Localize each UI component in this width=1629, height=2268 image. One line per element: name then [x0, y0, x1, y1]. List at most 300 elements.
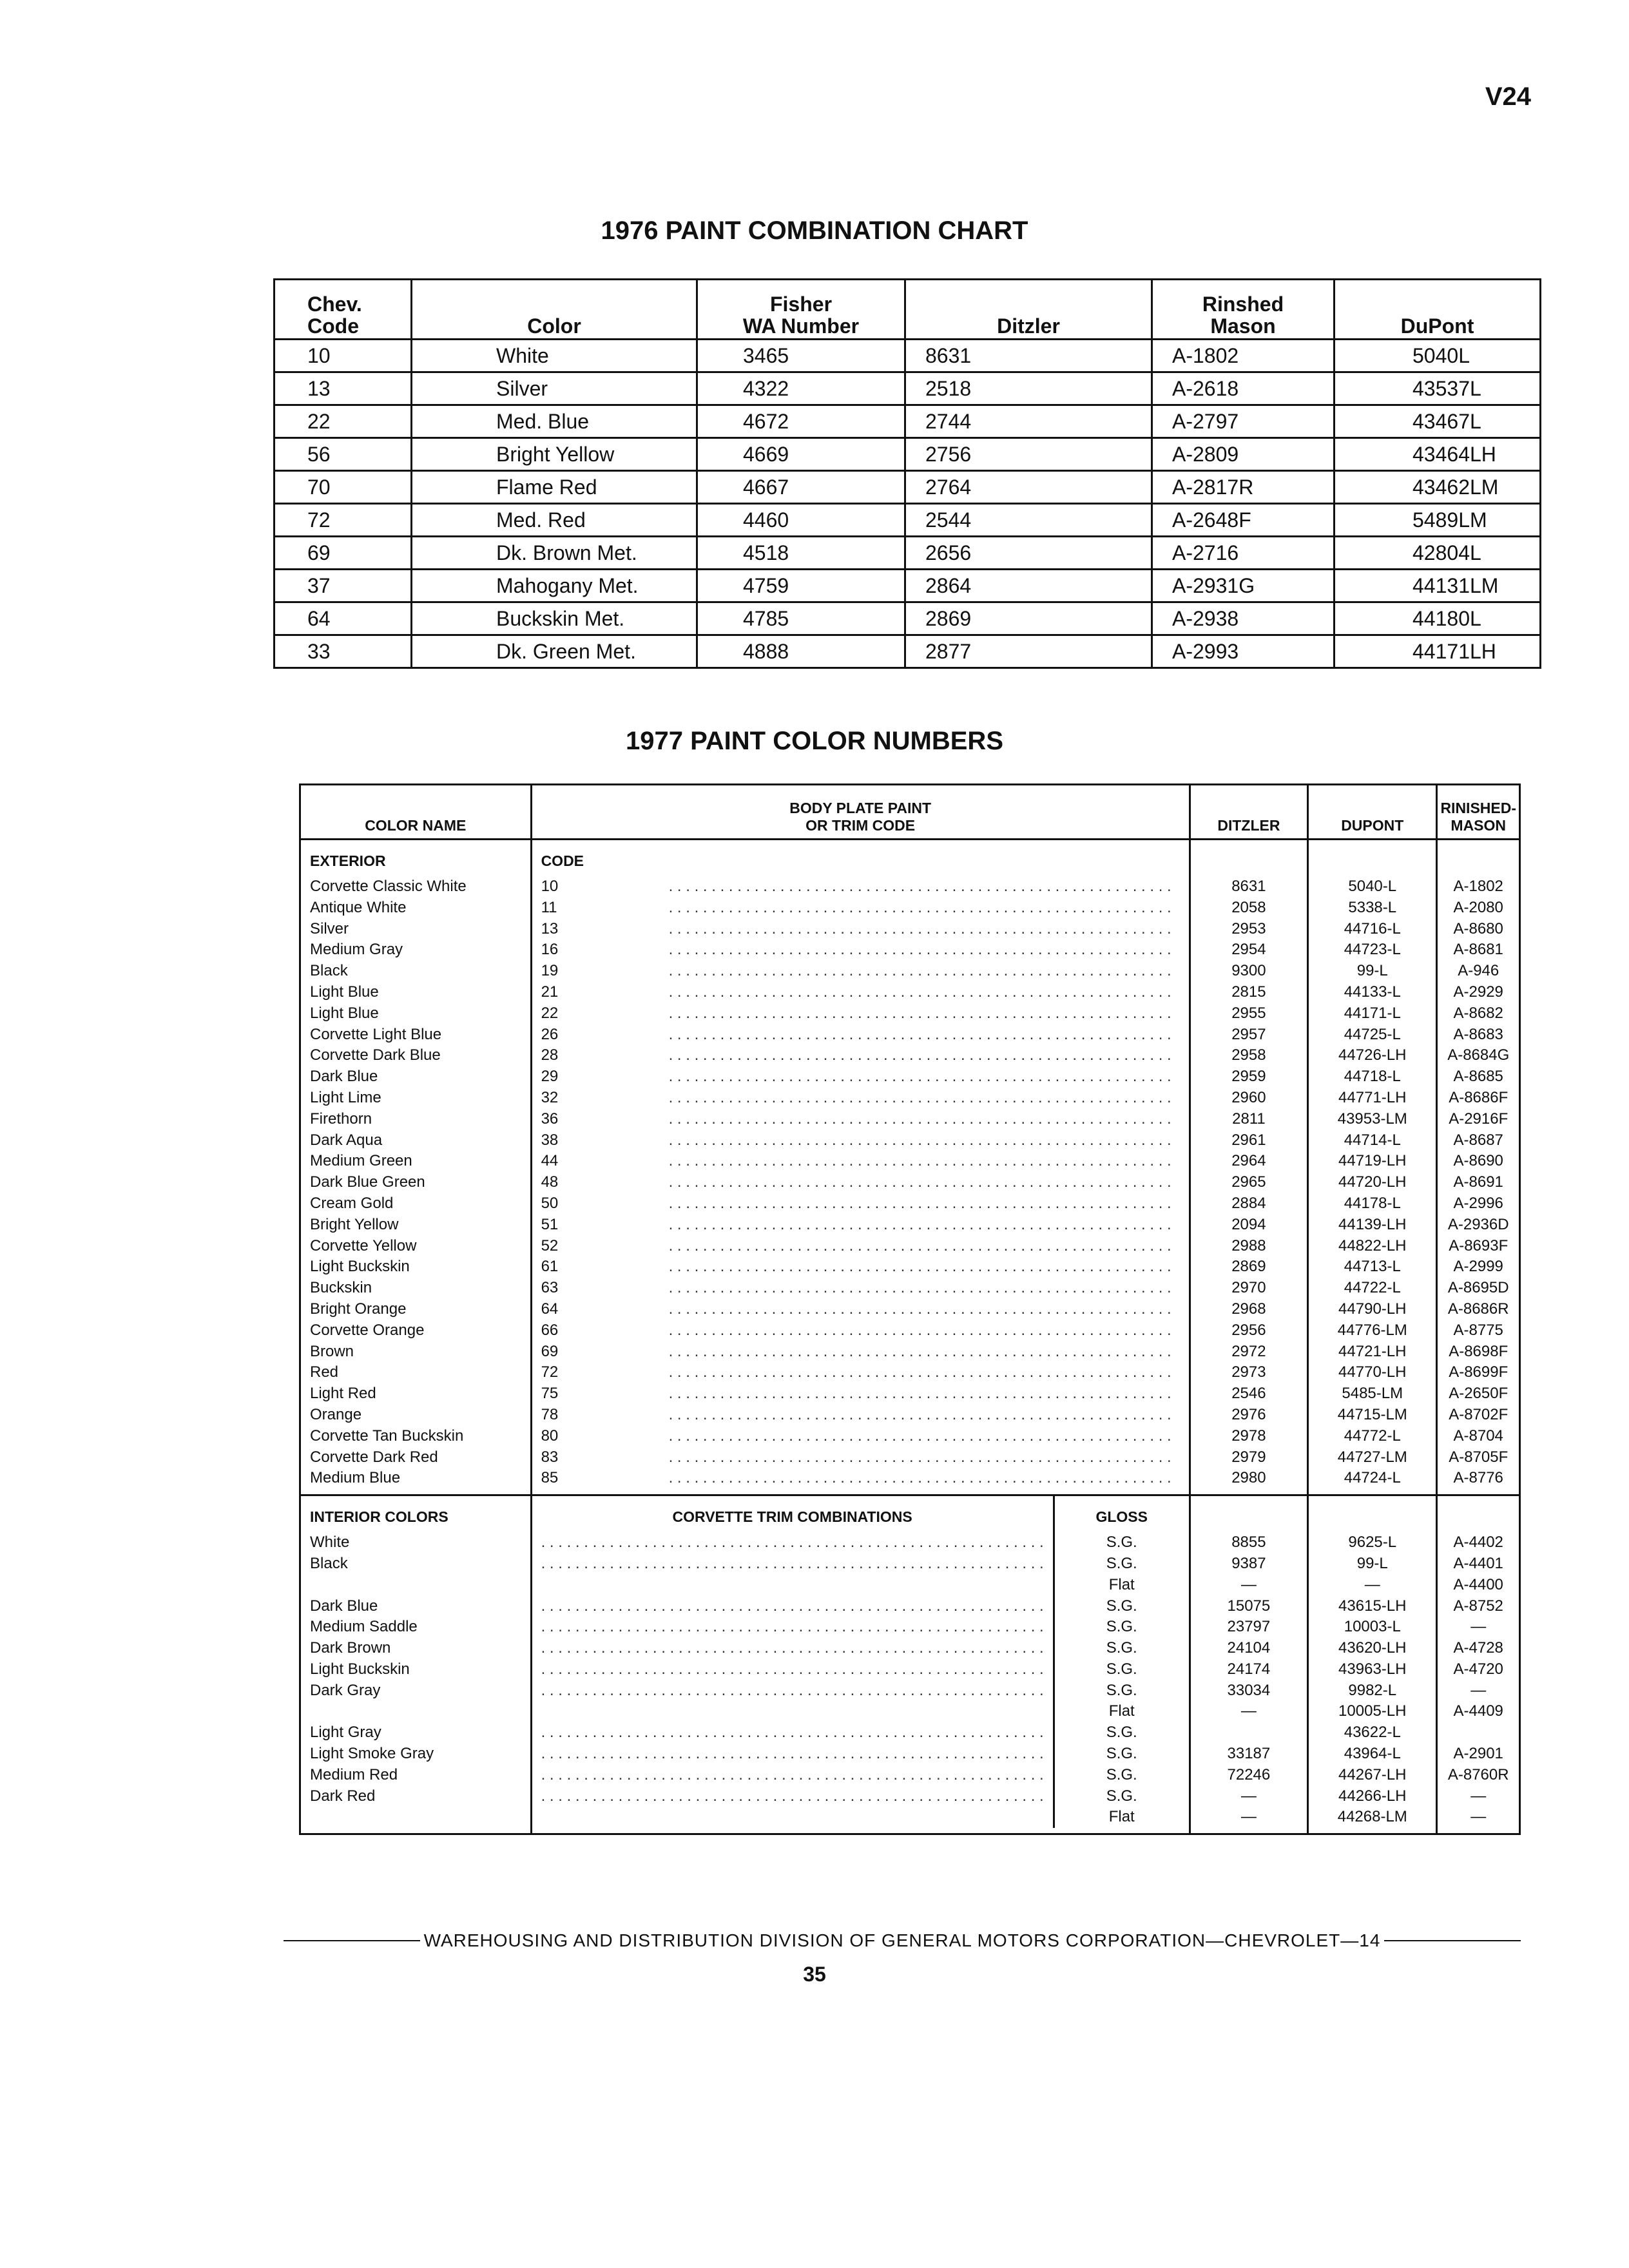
list-item: S.G. [1106, 1724, 1137, 1742]
dot-leader: . . . . . . . . . . . . . . . . . . . . . . . . . . . . . . . . . . . . . . . . . . . . . . . . . . . . . . . . . . . [668, 1427, 1171, 1445]
list-item: 44726-LH [1338, 1046, 1407, 1064]
list-item: 2973 [1231, 1363, 1266, 1381]
list-item: Light Lime [310, 1088, 381, 1106]
list-item: 33187 [1227, 1745, 1271, 1763]
list-item: — [1240, 1787, 1257, 1805]
table-row [275, 372, 1541, 405]
cell-dupont: 44180L [1335, 602, 1541, 635]
interior-names [310, 1532, 521, 1828]
cell-dupont: 43462LM [1335, 471, 1541, 504]
list-item: 32 [541, 1088, 559, 1106]
interior-ditzler [1200, 1532, 1298, 1828]
list-item: 10005-LH [1338, 1702, 1407, 1720]
list-item: Cream Gold [310, 1194, 394, 1212]
list-item: A-8695D [1447, 1279, 1509, 1297]
list-item: 44771-LH [1338, 1088, 1407, 1106]
list-item: S.G. [1106, 1639, 1137, 1657]
cell-dupont: 43537L [1335, 372, 1541, 405]
list-item: A-8699F [1449, 1363, 1509, 1381]
list-item: 44171-L [1344, 1004, 1401, 1022]
list-item: 2811 [1232, 1110, 1266, 1128]
list-item: 48 [541, 1173, 559, 1191]
dot-leader: . . . . . . . . . . . . . . . . . . . . . . . . . . . . . . . . . . . . . . . . . . . . . . . . . . . . . . . . . . . [668, 1363, 1171, 1381]
cell-ditzler: 2756 [905, 438, 1152, 471]
list-item: A-8775 [1453, 1321, 1503, 1339]
cell-dupont: 5040L [1335, 340, 1541, 372]
list-item: 38 [541, 1131, 559, 1149]
list-item: 15075 [1227, 1597, 1271, 1615]
list-item: Medium Saddle [310, 1618, 418, 1636]
header-body-plate: BODY PLATE PAINT OR TRIM CODE [531, 785, 1190, 840]
list-item: — [1470, 1808, 1487, 1826]
cell-fisher-number: 4759 [697, 570, 905, 602]
list-item: A-2080 [1453, 898, 1503, 916]
dot-leader: . . . . . . . . . . . . . . . . . . . . . . . . . . . . . . . . . . . . . . . . . . . . . . . . . . . . . . . . . . . [668, 878, 1171, 895]
dot-leader: . . . . . . . . . . . . . . . . . . . . . . . . . . . . . . . . . . . . . . . . . . . . . . . . . . . . . . . . . . . [668, 1236, 1171, 1254]
list-item: 16 [541, 941, 559, 959]
list-item: 44790-LH [1338, 1300, 1407, 1318]
list-item: 2953 [1231, 919, 1266, 937]
list-item: A-8752 [1453, 1597, 1503, 1615]
cell-rinshed-mason: A-2648F [1152, 504, 1335, 537]
list-item: 43963-LH [1338, 1660, 1407, 1678]
table-row [275, 471, 1541, 504]
cell-fisher-number: 4669 [697, 438, 905, 471]
paint-color-numbers-table-1977 [299, 783, 1521, 1835]
list-item: Dark Gray [310, 1681, 381, 1699]
list-item: S.G. [1106, 1765, 1137, 1783]
dot-leader: . . . . . . . . . . . . . . . . . . . . . . . . . . . . . . . . . . . . . . . . . . . . . . . . . . . . . . . . . . . [541, 1618, 1044, 1636]
cell-rinshed-mason: A-2817R [1152, 471, 1335, 504]
list-item: Dark Brown [310, 1639, 391, 1657]
cell-color: Dk. Brown Met. [412, 537, 697, 570]
list-item: 44719-LH [1338, 1152, 1407, 1170]
cell-dupont: 43467L [1335, 405, 1541, 438]
cell-chev-code: 13 [275, 372, 412, 405]
list-item: Corvette Classic White [310, 878, 467, 895]
dot-leader: . . . . . . . . . . . . . . . . . . . . . . . . . . . . . . . . . . . . . . . . . . . . . . . . . . . . . . . . . . . [668, 1025, 1171, 1043]
list-item: 2979 [1231, 1448, 1266, 1466]
cell-color: Med. Red [412, 504, 697, 537]
list-item: 5040-L [1348, 878, 1397, 895]
list-item: 28 [541, 1046, 559, 1064]
list-item: 19 [541, 962, 559, 980]
list-item: 2869 [1231, 1258, 1266, 1276]
exterior-rinshed [1447, 876, 1510, 1489]
list-item [1200, 1722, 1298, 1744]
list-item: A-2901 [1453, 1745, 1503, 1763]
list-item: — [1364, 1575, 1380, 1593]
list-item: 2964 [1231, 1152, 1266, 1170]
table-row [275, 537, 1541, 570]
list-item: Light Buckskin [310, 1660, 410, 1678]
list-item: 9982-L [1348, 1681, 1397, 1699]
cell-rinshed-mason: A-2931G [1152, 570, 1335, 602]
list-item: 43964-L [1344, 1745, 1401, 1763]
list-item: Light Blue [310, 983, 379, 1001]
list-item: 69 [541, 1342, 559, 1360]
table-row [275, 504, 1541, 537]
exterior-ditzler [1200, 876, 1298, 1489]
cell-rinshed-mason: A-2618 [1152, 372, 1335, 405]
list-item: 2958 [1231, 1046, 1266, 1064]
list-item: Flat [1108, 1575, 1135, 1593]
cell-chev-code: 69 [275, 537, 412, 570]
list-item: A-4720 [1453, 1660, 1503, 1678]
header-ditzler: Ditzler [905, 280, 1152, 340]
list-item: Corvette Tan Buckskin [310, 1427, 464, 1445]
table-1977-title: 1977 PAINT COLOR NUMBERS [625, 727, 1003, 755]
dot-leader: . . . . . . . . . . . . . . . . . . . . . . . . . . . . . . . . . . . . . . . . . . . . . . . . . . . . . . . . . . . [668, 1279, 1171, 1297]
cell-dupont: 44131LM [1335, 570, 1541, 602]
dot-leader: . . . . . . . . . . . . . . . . . . . . . . . . . . . . . . . . . . . . . . . . . . . . . . . . . . . . . . . . . . . [668, 1194, 1171, 1212]
list-item: 2954 [1231, 941, 1266, 959]
list-item: Red [310, 1363, 339, 1381]
cell-fisher-number: 4460 [697, 504, 905, 537]
list-item: A-4400 [1453, 1575, 1503, 1593]
list-item: S.G. [1106, 1681, 1137, 1699]
list-item: A-1802 [1453, 878, 1503, 895]
list-item: A-4409 [1453, 1702, 1503, 1720]
list-item: Medium Red [310, 1765, 398, 1783]
list-item: 2094 [1231, 1215, 1266, 1233]
cell-color: Buckskin Met. [412, 602, 697, 635]
list-item: A-2996 [1453, 1194, 1503, 1212]
list-item: White [310, 1533, 350, 1552]
cell-ditzler: 2544 [905, 504, 1152, 537]
table-header-row [275, 280, 1541, 340]
header-rinshed: Rinshed Mason [1152, 280, 1335, 340]
list-item: 2546 [1231, 1385, 1266, 1403]
gloss-label: GLOSS [1095, 1508, 1148, 1526]
dot-leader: . . . . . . . . . . . . . . . . . . . . . . . . . . . . . . . . . . . . . . . . . . . . . . . . . . . . . . . . . . . [541, 1765, 1044, 1783]
cell-fisher-number: 4322 [697, 372, 905, 405]
dot-leader: . . . . . . . . . . . . . . . . . . . . . . . . . . . . . . . . . . . . . . . . . . . . . . . . . . . . . . . . . . . [668, 1088, 1171, 1106]
list-item: A-8760R [1447, 1765, 1509, 1783]
header-color-name: COLOR NAME [300, 785, 532, 840]
cell-rinshed-mason: A-2993 [1152, 635, 1335, 668]
list-item: 44268-LM [1337, 1808, 1407, 1826]
list-item: A-8693F [1449, 1236, 1509, 1254]
list-item: 44724-L [1344, 1469, 1401, 1487]
dot-leader: . . . . . . . . . . . . . . . . . . . . . . . . . . . . . . . . . . . . . . . . . . . . . . . . . . . . . . . . . . . [541, 1597, 1044, 1615]
cell-chev-code: 10 [275, 340, 412, 372]
list-item: S.G. [1106, 1597, 1137, 1615]
dot-leader: . . . . . . . . . . . . . . . . . . . . . . . . . . . . . . . . . . . . . . . . . . . . . . . . . . . . . . . . . . . [668, 1004, 1171, 1022]
table-row [275, 635, 1541, 668]
list-item: Flat [1108, 1702, 1135, 1720]
list-item: 99-L [1356, 962, 1388, 980]
exterior-codes [541, 876, 651, 1489]
list-item: Dark Aqua [310, 1131, 383, 1149]
list-item: Corvette Light Blue [310, 1025, 442, 1043]
list-item: Medium Green [310, 1152, 412, 1170]
list-item: 44822-LH [1338, 1236, 1407, 1254]
list-item: 85 [541, 1469, 559, 1487]
list-item: 44714-L [1344, 1131, 1401, 1149]
list-item: Light Red [310, 1385, 376, 1403]
list-item: 2884 [1231, 1194, 1266, 1212]
list-item: A-2929 [1453, 983, 1503, 1001]
list-item: A-8683 [1453, 1025, 1503, 1043]
list-item: Dark Blue [310, 1068, 378, 1086]
list-item: 2980 [1231, 1469, 1266, 1487]
list-item: A-8687 [1453, 1131, 1503, 1149]
dot-leader: . . . . . . . . . . . . . . . . . . . . . . . . . . . . . . . . . . . . . . . . . . . . . . . . . . . . . . . . . . . [541, 1787, 1044, 1805]
table-row [275, 438, 1541, 471]
list-item: Brown [310, 1342, 354, 1360]
list-item: Black [310, 1554, 348, 1572]
page-id: V24 [1485, 82, 1531, 111]
list-item: A-2916F [1449, 1110, 1509, 1128]
cell-fisher-number: 4667 [697, 471, 905, 504]
list-item: 44715-LM [1337, 1405, 1407, 1423]
list-item: A-4728 [1453, 1639, 1503, 1657]
cell-color: Med. Blue [412, 405, 697, 438]
list-item: 80 [541, 1427, 559, 1445]
list-item: — [1240, 1575, 1257, 1593]
list-item: Light Gray [310, 1724, 381, 1742]
list-item: 43615-LH [1338, 1597, 1407, 1615]
list-item: Light Blue [310, 1004, 379, 1022]
list-item: 8855 [1231, 1533, 1266, 1552]
list-item: A-8690 [1453, 1152, 1503, 1170]
list-item: 44267-LH [1338, 1765, 1407, 1783]
cell-dupont: 42804L [1335, 537, 1541, 570]
dot-leader: . . . . . . . . . . . . . . . . . . . . . . . . . . . . . . . . . . . . . . . . . . . . . . . . . . . . . . . . . . . [668, 898, 1171, 916]
dot-leader [541, 1807, 1044, 1828]
list-item: A-2650F [1449, 1385, 1509, 1403]
list-item: 44713-L [1344, 1258, 1401, 1276]
list-item: S.G. [1106, 1533, 1137, 1552]
list-item: 44727-LM [1337, 1448, 1407, 1466]
cell-rinshed-mason: A-1802 [1152, 340, 1335, 372]
list-item: 64 [541, 1300, 559, 1318]
list-item: 44770-LH [1338, 1363, 1407, 1381]
list-item: S.G. [1106, 1660, 1137, 1678]
cell-ditzler: 8631 [905, 340, 1152, 372]
list-item: 2970 [1231, 1279, 1266, 1297]
exterior-names [310, 876, 521, 1489]
cell-ditzler: 2744 [905, 405, 1152, 438]
dot-leader [541, 1701, 1044, 1722]
list-item [310, 1575, 521, 1596]
list-item: 43622-L [1344, 1724, 1401, 1742]
cell-fisher-number: 4785 [697, 602, 905, 635]
dot-leader [541, 1575, 1044, 1596]
list-item: Bright Orange [310, 1300, 407, 1318]
interior-rinshed [1447, 1532, 1510, 1828]
header-ditzler: DITZLER [1190, 785, 1307, 840]
header-chev-code: Chev. Code [275, 280, 412, 340]
list-item: 8631 [1231, 878, 1266, 895]
list-item: 2959 [1231, 1068, 1266, 1086]
cell-chev-code: 37 [275, 570, 412, 602]
list-item: S.G. [1106, 1554, 1137, 1572]
list-item: 44716-L [1344, 919, 1401, 937]
list-item: Orange [310, 1405, 362, 1423]
list-item: 23797 [1227, 1618, 1271, 1636]
list-item: 13 [541, 919, 559, 937]
cell-fisher-number: 4888 [697, 635, 905, 668]
list-item: Dark Blue Green [310, 1173, 425, 1191]
list-item: 66 [541, 1321, 559, 1339]
exterior-section [300, 840, 1520, 1495]
list-item: 52 [541, 1236, 559, 1254]
interior-section [300, 1495, 1520, 1834]
list-item: 61 [541, 1258, 559, 1276]
list-item: 36 [541, 1110, 559, 1128]
dot-leader: . . . . . . . . . . . . . . . . . . . . . . . . . . . . . . . . . . . . . . . . . . . . . . . . . . . . . . . . . . . [668, 1110, 1171, 1128]
list-item: 99-L [1356, 1554, 1388, 1572]
exterior-dot-leaders [669, 876, 1180, 1489]
list-item: Silver [310, 919, 349, 937]
list-item: — [1470, 1618, 1487, 1636]
list-item [310, 1807, 521, 1828]
list-item: A-4402 [1453, 1533, 1503, 1552]
list-item: A-8691 [1453, 1173, 1503, 1191]
dot-leader: . . . . . . . . . . . . . . . . . . . . . . . . . . . . . . . . . . . . . . . . . . . . . . . . . . . . . . . . . . . [541, 1681, 1044, 1699]
list-item: 5485-LM [1342, 1385, 1403, 1403]
list-item: 24104 [1227, 1639, 1271, 1657]
list-item: 63 [541, 1279, 559, 1297]
cell-color: Bright Yellow [412, 438, 697, 471]
cell-color: Mahogany Met. [412, 570, 697, 602]
list-item: A-8682 [1453, 1004, 1503, 1022]
dot-leader: . . . . . . . . . . . . . . . . . . . . . . . . . . . . . . . . . . . . . . . . . . . . . . . . . . . . . . . . . . . [668, 1215, 1171, 1233]
list-item: 44718-L [1344, 1068, 1401, 1086]
table-row [275, 602, 1541, 635]
list-item: 2978 [1231, 1427, 1266, 1445]
list-item: A-8686F [1449, 1088, 1509, 1106]
list-item: — [1470, 1787, 1487, 1805]
list-item: 72 [541, 1363, 559, 1381]
cell-color: Flame Red [412, 471, 697, 504]
cell-fisher-number: 4672 [697, 405, 905, 438]
dot-leader: . . . . . . . . . . . . . . . . . . . . . . . . . . . . . . . . . . . . . . . . . . . . . . . . . . . . . . . . . . . [668, 941, 1171, 959]
list-item: Firethorn [310, 1110, 372, 1128]
list-item: 26 [541, 1025, 559, 1043]
list-item: Medium Gray [310, 941, 403, 959]
dot-leader: . . . . . . . . . . . . . . . . . . . . . . . . . . . . . . . . . . . . . . . . . . . . . . . . . . . . . . . . . . . [668, 1131, 1171, 1149]
list-item: 24174 [1227, 1660, 1271, 1678]
cell-dupont: 43464LH [1335, 438, 1541, 471]
list-item: A-8685 [1453, 1068, 1503, 1086]
dot-leader: . . . . . . . . . . . . . . . . . . . . . . . . . . . . . . . . . . . . . . . . . . . . . . . . . . . . . . . . . . . [541, 1724, 1044, 1742]
list-item: 2961 [1231, 1131, 1266, 1149]
cell-chev-code: 56 [275, 438, 412, 471]
cell-chev-code: 22 [275, 405, 412, 438]
list-item: A-2999 [1453, 1258, 1503, 1276]
list-item: 44139-LH [1338, 1215, 1407, 1233]
list-item: 44 [541, 1152, 559, 1170]
cell-rinshed-mason: A-2809 [1152, 438, 1335, 471]
cell-ditzler: 2764 [905, 471, 1152, 504]
list-item: 22 [541, 1004, 559, 1022]
dot-leader: . . . . . . . . . . . . . . . . . . . . . . . . . . . . . . . . . . . . . . . . . . . . . . . . . . . . . . . . . . . [668, 1385, 1171, 1403]
trim-combinations-label: CORVETTE TRIM COMBINATIONS [672, 1508, 912, 1526]
cell-rinshed-mason: A-2938 [1152, 602, 1335, 635]
list-item: A-8681 [1453, 941, 1503, 959]
list-item: 9300 [1231, 962, 1266, 980]
list-item: S.G. [1106, 1618, 1137, 1636]
list-item: 11 [541, 898, 557, 916]
cell-chev-code: 64 [275, 602, 412, 635]
list-item: 10 [541, 878, 559, 895]
list-item: A-8705F [1449, 1448, 1509, 1466]
list-item: — [1240, 1702, 1257, 1720]
dot-leader: . . . . . . . . . . . . . . . . . . . . . . . . . . . . . . . . . . . . . . . . . . . . . . . . . . . . . . . . . . . [541, 1745, 1044, 1763]
cell-ditzler: 2877 [905, 635, 1152, 668]
list-item: 2972 [1231, 1342, 1266, 1360]
list-item: Corvette Yellow [310, 1236, 417, 1254]
list-item: — [1240, 1808, 1257, 1826]
list-item: 2815 [1231, 983, 1266, 1001]
cell-ditzler: 2869 [905, 602, 1152, 635]
list-item: 2968 [1231, 1300, 1266, 1318]
list-item: — [1470, 1681, 1487, 1699]
list-item: Corvette Dark Red [310, 1448, 438, 1466]
dot-leader: . . . . . . . . . . . . . . . . . . . . . . . . . . . . . . . . . . . . . . . . . . . . . . . . . . . . . . . . . . . [668, 1046, 1171, 1064]
dot-leader: . . . . . . . . . . . . . . . . . . . . . . . . . . . . . . . . . . . . . . . . . . . . . . . . . . . . . . . . . . . [541, 1554, 1044, 1572]
table-header-row [300, 785, 1520, 840]
paint-combination-table-1976 [273, 278, 1541, 669]
list-item: Flat [1108, 1808, 1135, 1826]
list-item: Buckskin [310, 1279, 372, 1297]
list-item [1447, 1722, 1510, 1744]
cell-dupont: 5489LM [1335, 504, 1541, 537]
list-item: 44725-L [1344, 1025, 1401, 1043]
cell-color: Dk. Green Met. [412, 635, 697, 668]
list-item: A-4401 [1453, 1554, 1503, 1572]
list-item: Bright Yellow [310, 1215, 399, 1233]
list-item: A-8704 [1453, 1427, 1503, 1445]
list-item: 2955 [1231, 1004, 1266, 1022]
list-item: A-8698F [1449, 1342, 1509, 1360]
list-item: 9387 [1231, 1554, 1266, 1572]
list-item: A-8684G [1447, 1046, 1510, 1064]
list-item: 9625-L [1348, 1533, 1397, 1552]
list-item: 75 [541, 1385, 559, 1403]
list-item: Corvette Dark Blue [310, 1046, 441, 1064]
list-item: A-2936D [1447, 1215, 1509, 1233]
dot-leader: . . . . . . . . . . . . . . . . . . . . . . . . . . . . . . . . . . . . . . . . . . . . . . . . . . . . . . . . . . . [668, 1258, 1171, 1276]
cell-color: Silver [412, 372, 697, 405]
interior-gloss [1064, 1532, 1180, 1828]
interior-dot-leaders [541, 1532, 1044, 1828]
list-item: 43620-LH [1338, 1639, 1407, 1657]
cell-chev-code: 33 [275, 635, 412, 668]
cell-chev-code: 70 [275, 471, 412, 504]
cell-chev-code: 72 [275, 504, 412, 537]
list-item: 83 [541, 1448, 559, 1466]
cell-dupont: 44171LH [1335, 635, 1541, 668]
dot-leader: . . . . . . . . . . . . . . . . . . . . . . . . . . . . . . . . . . . . . . . . . . . . . . . . . . . . . . . . . . . [668, 1342, 1171, 1360]
list-item: A-946 [1458, 962, 1499, 980]
cell-ditzler: 2518 [905, 372, 1152, 405]
list-item: 2965 [1231, 1173, 1266, 1191]
list-item: A-8680 [1453, 919, 1503, 937]
interior-label: INTERIOR COLORS [310, 1508, 448, 1526]
list-item: A-8776 [1453, 1469, 1503, 1487]
dot-leader: . . . . . . . . . . . . . . . . . . . . . . . . . . . . . . . . . . . . . . . . . . . . . . . . . . . . . . . . . . . [541, 1639, 1044, 1657]
header-fisher: Fisher WA Number [697, 280, 905, 340]
dot-leader: . . . . . . . . . . . . . . . . . . . . . . . . . . . . . . . . . . . . . . . . . . . . . . . . . . . . . . . . . . . [668, 919, 1171, 937]
list-item: 44723-L [1344, 941, 1401, 959]
list-item: 2960 [1231, 1088, 1266, 1106]
list-item: 44721-LH [1338, 1342, 1407, 1360]
footer-text: WAREHOUSING AND DISTRIBUTION DIVISION OF GENERAL MOTORS CORPORATION—CHEVROLET—14 [423, 1930, 1381, 1950]
